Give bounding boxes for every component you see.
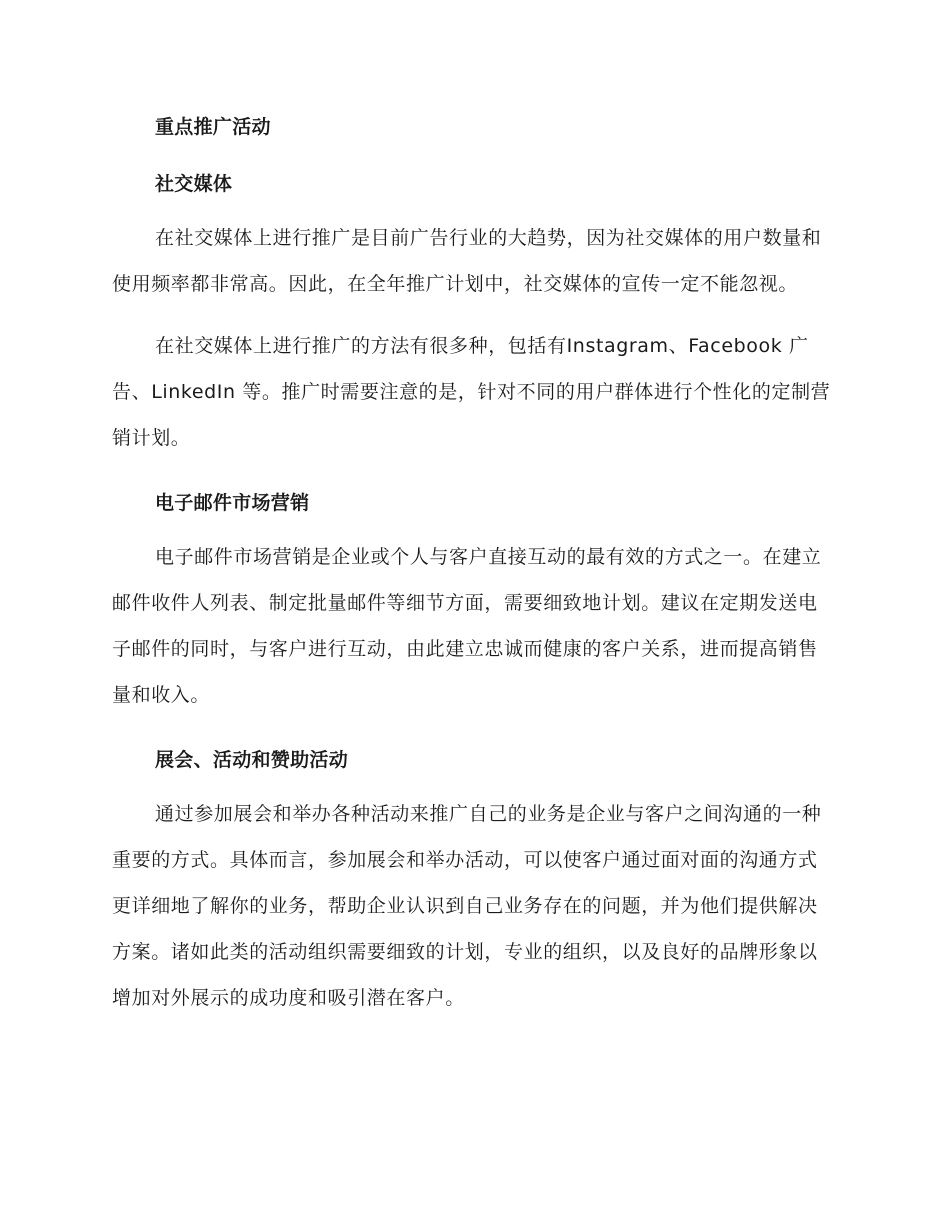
heading-events-sponsorship: 展会、活动和赞助活动 bbox=[155, 749, 349, 771]
paragraph-events-sponsorship: 通过参加展会和举办各种活动来推广自己的业务是企业与客户之间沟通的一种重要的方式。具体而言，参加展会和举办活动，可以使客户通过面对面的沟通方式更详细地了解你的业务，帮助企业认识到自己业务存在的问题，并为他们提供解决方案。诸如此类的活动组织需要细致的计划，专业的组织，以及良好的品牌形象以增加对外展示的成功度和吸引潜在客户。 bbox=[112, 803, 822, 1009]
heading-key-promotions: 重点推广活动 bbox=[155, 116, 271, 138]
paragraph-social-media-1: 在社交媒体上进行推广是目前广告行业的大趋势，因为社交媒体的用户数量和使用频率都非常高。因此，在全年推广计划中，社交媒体的宣传一定不能忽视。 bbox=[112, 227, 822, 295]
heading-social-media: 社交媒体 bbox=[155, 173, 233, 195]
paragraph-email-marketing: 电子邮件市场营销是企业或个人与客户直接互动的最有效的方式之一。在建立邮件收件人列表、制定批量邮件等细节方面，需要细致地计划。建议在定期发送电子邮件的同时，与客户进行互动，由此建立忠诚而健康的客户关系，进而提高销售量和收入。 bbox=[112, 546, 822, 706]
heading-email-marketing: 电子邮件市场营销 bbox=[155, 492, 310, 514]
paragraph-social-media-2: 在社交媒体上进行推广的方法有很多种，包括有Instagram、Facebook 广告、LinkedIn 等。推广时需要注意的是，针对不同的用户群体进行个性化的定制营销计划。 bbox=[112, 335, 831, 449]
